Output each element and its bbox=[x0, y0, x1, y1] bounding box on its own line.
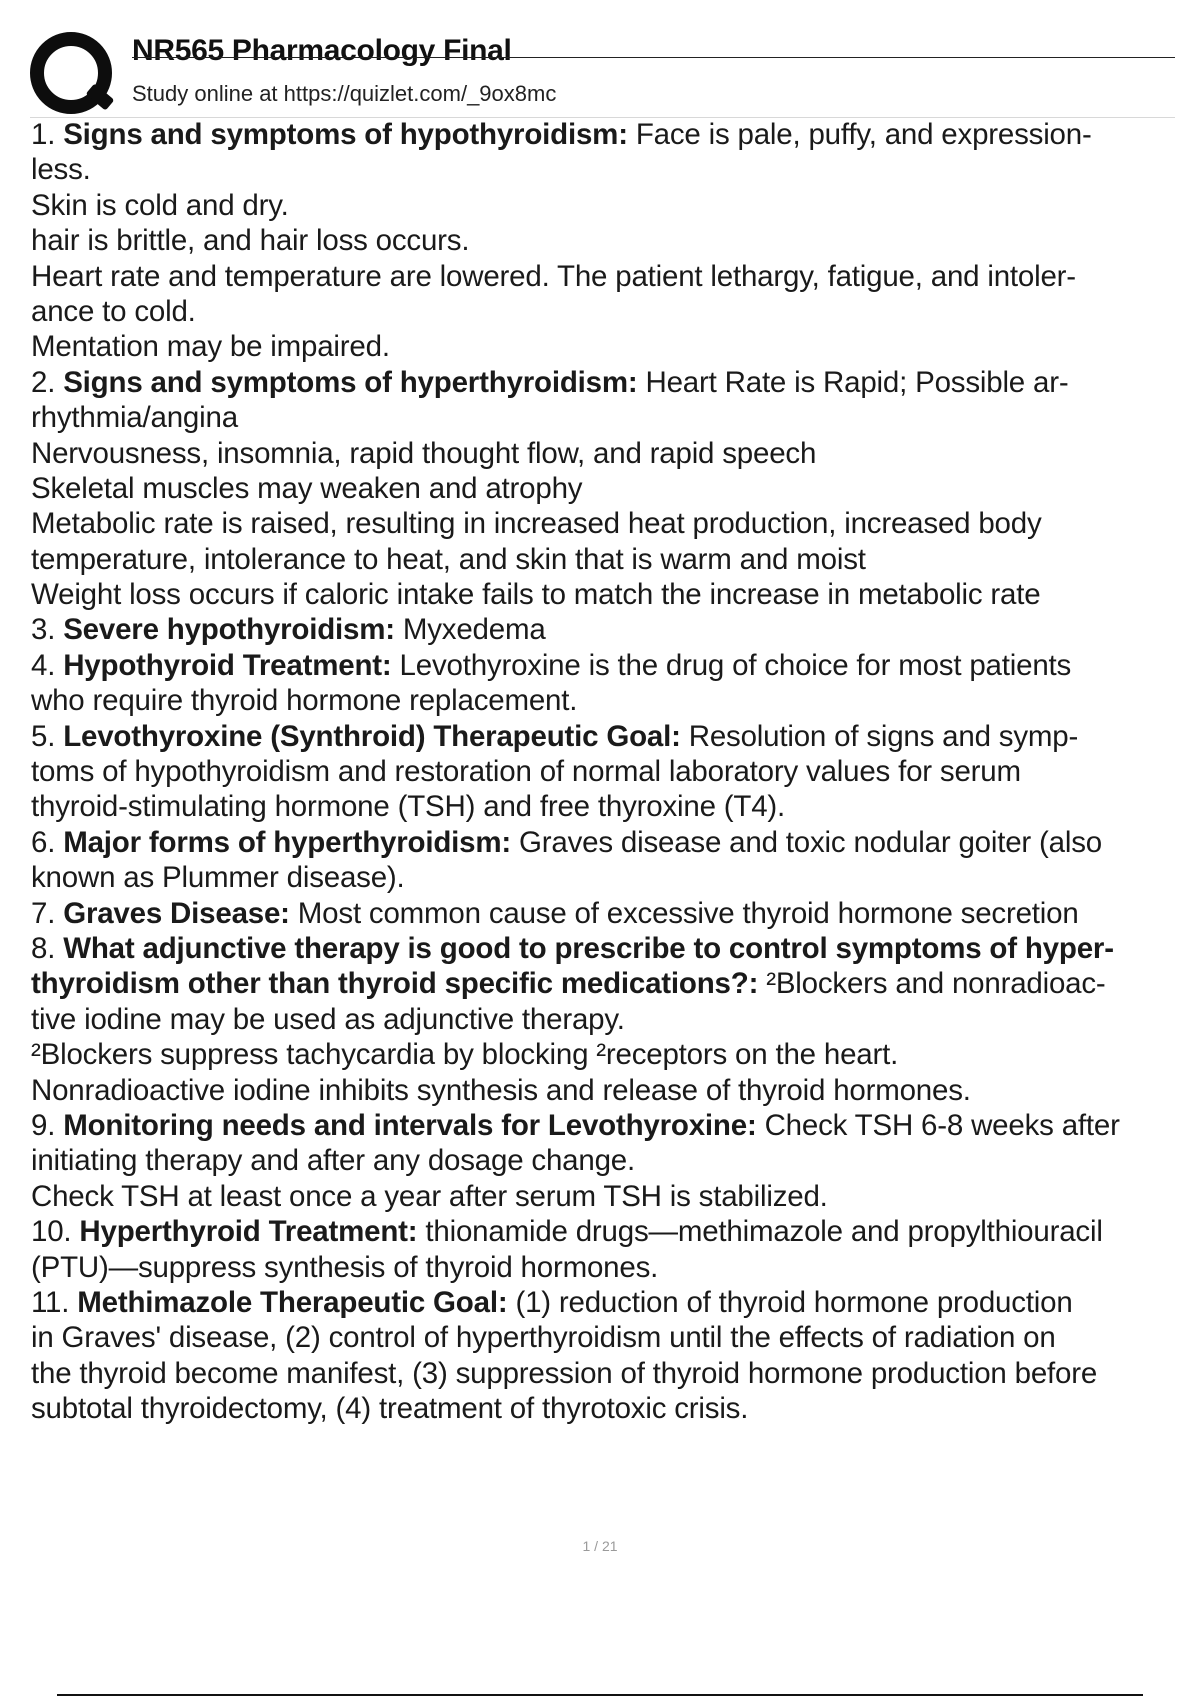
item-term: Methimazole Therapeutic Goal: bbox=[77, 1285, 508, 1319]
item-definition-line: Skin is cold and dry. bbox=[31, 188, 289, 222]
item-term: What adjunctive therapy is good to prescribe to control symptoms of hyper- bbox=[63, 931, 1114, 965]
flashcard-item bbox=[31, 931, 1200, 966]
item-number: 8. bbox=[31, 931, 56, 965]
flashcard-item bbox=[31, 117, 1200, 152]
item-definition-line: known as Plummer disease). bbox=[31, 861, 405, 895]
item-term: Hypothyroid Treatment: bbox=[63, 648, 392, 682]
item-definition-line: hair is brittle, and hair loss occurs. bbox=[31, 224, 470, 258]
item-definition-line: Skeletal muscles may weaken and atrophy bbox=[31, 471, 583, 505]
item-term: Signs and symptoms of hyperthyroidism: bbox=[63, 365, 638, 399]
item-number: 3. bbox=[31, 613, 56, 647]
item-term: Monitoring needs and intervals for Levothyroxine: bbox=[63, 1108, 757, 1142]
item-definition-line: less. bbox=[31, 153, 91, 187]
item-number: 10. bbox=[31, 1215, 72, 1249]
flashcard-item-line bbox=[31, 966, 1200, 1001]
item-definition: thionamide drugs—methimazole and propylthiouracil bbox=[417, 1215, 1103, 1249]
item-definition-line: in Graves' disease, (2) control of hyperthyroidism until the effects of radiation on bbox=[31, 1321, 1056, 1355]
item-definition-line: Weight loss occurs if caloric intake fails to match the increase in metabolic rate bbox=[31, 578, 1041, 612]
item-number: 2. bbox=[31, 365, 56, 399]
flashcard-list bbox=[31, 117, 1200, 1426]
item-term: thyroidism other than thyroid specific medications?: bbox=[31, 967, 759, 1001]
item-definition-line: subtotal thyroidectomy, (4) treatment of thyrotoxic crisis. bbox=[31, 1392, 749, 1426]
item-term: Signs and symptoms of hypothyroidism: bbox=[63, 118, 628, 151]
item-definition-line: Nonradioactive iodine inhibits synthesis and release of thyroid hormones. bbox=[31, 1073, 971, 1107]
flashcard-item bbox=[31, 365, 1200, 400]
item-number: 4. bbox=[31, 648, 56, 682]
flashcard-item bbox=[31, 1214, 1200, 1249]
item-definition: Check TSH 6-8 weeks after bbox=[756, 1108, 1120, 1142]
item-number: 7. bbox=[31, 896, 56, 930]
item-term: Levothyroxine (Synthroid) Therapeutic Goal: bbox=[63, 719, 681, 753]
item-definition-line: temperature, intolerance to heat, and skin that is warm and moist bbox=[31, 542, 866, 576]
item-definition-line: thyroid-stimulating hormone (TSH) and free thyroxine (T4). bbox=[31, 790, 786, 824]
item-number: 6. bbox=[31, 825, 56, 859]
flashcard-item bbox=[31, 1108, 1200, 1143]
study-link[interactable]: Study online at https://quizlet.com/_9ox8mc bbox=[132, 81, 557, 106]
item-definition-line: the thyroid become manifest, (3) suppression of thyroid hormone production before bbox=[31, 1356, 1098, 1390]
item-definition: Resolution of signs and symp- bbox=[680, 719, 1079, 753]
item-definition-line: (PTU)—suppress synthesis of thyroid hormones. bbox=[31, 1250, 659, 1284]
item-definition-line: toms of hypothyroidism and restoration of normal laboratory values for serum bbox=[31, 755, 1021, 789]
page-number: 1 / 21 bbox=[582, 1538, 618, 1554]
item-term: Severe hypothyroidism: bbox=[63, 613, 395, 647]
item-definition-line: Nervousness, insomnia, rapid thought flow, and rapid speech bbox=[31, 436, 817, 470]
item-definition: ²Blockers and nonradioac- bbox=[758, 967, 1106, 1001]
item-definition-line: who require thyroid hormone replacement. bbox=[31, 684, 578, 718]
item-number: 5. bbox=[31, 719, 56, 753]
item-term: Hyperthyroid Treatment: bbox=[79, 1215, 418, 1249]
flashcard-item bbox=[31, 825, 1200, 860]
flashcard-item bbox=[31, 896, 1200, 931]
title-rule bbox=[132, 57, 1175, 58]
item-definition-line: initiating therapy and after any dosage change. bbox=[31, 1144, 635, 1178]
item-definition: (1) reduction of thyroid hormone production bbox=[507, 1285, 1073, 1319]
item-definition-line: rhythmia/angina bbox=[31, 401, 238, 435]
flashcard-item bbox=[31, 612, 1200, 647]
flashcard-item bbox=[31, 719, 1200, 754]
item-definition-line: Metabolic rate is raised, resulting in increased heat production, increased body bbox=[31, 507, 1042, 541]
item-definition-line: tive iodine may be used as adjunctive therapy. bbox=[31, 1002, 625, 1036]
item-definition-line: ance to cold. bbox=[31, 294, 196, 328]
item-definition-line: Check TSH at least once a year after serum TSH is stabilized. bbox=[31, 1179, 828, 1213]
item-definition-line: ²Blockers suppress tachycardia by blocking ²receptors on the heart. bbox=[31, 1038, 899, 1072]
item-definition: Myxedema bbox=[394, 613, 546, 647]
item-number: 11. bbox=[31, 1285, 70, 1319]
flashcard-item bbox=[31, 1285, 1200, 1320]
item-definition: Heart Rate is Rapid; Possible ar- bbox=[637, 365, 1069, 399]
item-definition: Graves disease and toxic nodular goiter (also bbox=[511, 825, 1102, 859]
item-definition: Face is pale, puffy, and expression- bbox=[627, 118, 1092, 151]
item-number: 1. bbox=[31, 118, 56, 151]
item-term: Graves Disease: bbox=[63, 896, 290, 930]
item-definition: Levothyroxine is the drug of choice for most patients bbox=[391, 648, 1072, 682]
item-term: Major forms of hyperthyroidism: bbox=[63, 825, 512, 859]
item-definition: Most common cause of excessive thyroid hormone secretion bbox=[289, 896, 1079, 930]
item-definition-line: Mentation may be impaired. bbox=[31, 330, 390, 364]
footer-divider bbox=[57, 1694, 1143, 1696]
document-header bbox=[30, 30, 1175, 115]
page-title: NR565 Pharmacology Final bbox=[132, 34, 512, 67]
item-definition-line: Heart rate and temperature are lowered. The patient lethargy, fatigue, and intoler- bbox=[31, 259, 1076, 293]
item-number: 9. bbox=[31, 1108, 56, 1142]
flashcard-item bbox=[31, 648, 1200, 683]
